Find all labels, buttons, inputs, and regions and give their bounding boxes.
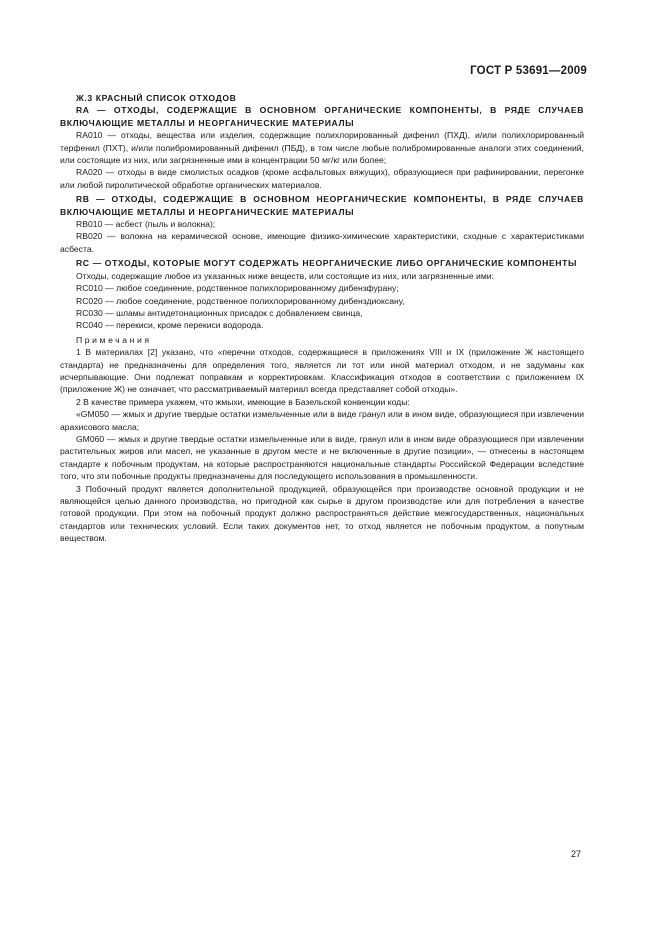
ra010-item: RA010 — отходы, вещества или изделия, содержащие полихлорированный дифенил (ПХД), и/или полихлорированный терфенил (ПХТ), и/или полибромированный дифенил (ПБД), в том числе любые полибромированные аналоги этих соединений, или состоящие из них, или загрязненные ими в концентрации 50 мг/кг или более; bbox=[60, 130, 584, 166]
section-title: Ж.3 КРАСНЫЙ СПИСОК ОТХОДОВ bbox=[76, 93, 237, 103]
document-code: ГОСТ Р 53691—2009 bbox=[470, 65, 587, 77]
note-2-gm050: «GM050 — жмых и другие твердые остатки измельченные или в виде гранул или в ином виде, образующиеся при извлечении арахисового масла; bbox=[60, 409, 584, 432]
rc-heading: RC — ОТХОДЫ, КОТОРЫЕ МОГУТ СОДЕРЖАТЬ НЕОРГАНИЧЕСКИЕ ЛИБО ОРГАНИЧЕСКИЕ КОМПОНЕНТЫ bbox=[76, 258, 577, 269]
ra-heading: RA — ОТХОДЫ, СОДЕРЖАЩИЕ В ОСНОВНОМ ОРГАНИЧЕСКИЕ КОМПОНЕНТЫ, В РЯДЕ СЛУЧАЕВ ВКЛЮЧАЮЩИЕ МЕТАЛЛЫ И НЕОРГАНИЧЕСКИЕ МАТЕРИАЛЫ bbox=[60, 105, 584, 128]
ra020-item: RA020 — отходы в виде смолистых осадков (кроме асфальтовых вяжущих), образующиеся при рафинировании, перегонке или любой пиролитической обработке органических материалов. bbox=[60, 167, 584, 190]
rb010-item: RB010 — асбест (пыль и волокна); bbox=[76, 219, 216, 230]
rc040-item: RC040 — перекиси, кроме перекиси водорода. bbox=[76, 320, 264, 331]
note-2-gm060: GM060 — жмых и другие твердые остатки измельченные или в виде, гранул или в ином виде образующиеся при извлечении растительных жиров или масел, не указанные в другом месте и не включенные в другие позиции», — отнесены в настоящем стандарте к побочным продуктам, на которые распространяются национальные стандарты Российской Федерации вследствие того, что эти побочные продукты предназначены для последующего использования в промышленности. bbox=[60, 433, 584, 482]
rc010-item: RC010 — любое соединение, родственное полихлорированному дибензфурану; bbox=[76, 283, 399, 294]
rb-heading: RB — ОТХОДЫ, СОДЕРЖАЩИЕ В ОСНОВНОМ НЕОРГАНИЧЕСКИЕ КОМПОНЕНТЫ, В РЯДЕ СЛУЧАЕВ ВКЛЮЧАЮЩИЕ МЕТАЛЛЫ И НЕОРГАНИЧЕСКИЕ МАТЕРИАЛЫ bbox=[60, 194, 584, 217]
page-body bbox=[60, 92, 584, 545]
page-number: 27 bbox=[571, 849, 582, 859]
notes-title: Примечания bbox=[76, 334, 152, 345]
note-1: 1 В материалах [2] указано, что «перечни отходов, содержащиеся в приложениях VIII и IX (приложение Ж настоящего стандарта) не предназначены для определения того, является ли тот или иной материал отходом, и не задуманы как исчерпывающие. Они подлежат поправкам и корректировкам. Классификация отходов в соответствии с приложением IX (приложение Ж) не означает, что рассматриваемый материал всегда представляет собой отходы». bbox=[60, 347, 584, 395]
rb020-item: RB020 — волокна на керамической основе, имеющие физико-химические характеристики, сходные с характеристиками асбеста. bbox=[60, 231, 584, 254]
rc-intro: Отходы, содержащие любое из указанных ниже веществ, или состоящие из них, или загрязненные ими: bbox=[76, 270, 494, 281]
note-3: 3 Побочный продукт является дополнительной продукцией, образующейся при производстве основной продукции и не являющейся целью данного производства, но пригодной как сырье в другом производстве или для потребления в качестве готовой продукции. При этом на побочный продукт должно распространяться действие межгосударственных, национальных стандартов или технических условий. Если таких документов нет, то отход является не побочным продуктом, а попутным веществом. bbox=[60, 483, 584, 544]
note-2: 2 В качестве примера укажем, что жмыхи, имеющие в Базельской конвенции коды: bbox=[76, 396, 410, 407]
rc020-item: RC020 — любое соединение, родственное полихлорированному дибенздиоксану, bbox=[76, 295, 405, 306]
rc030-item: RC030 — шламы антидетонационных присадок с добавлением свинца, bbox=[76, 307, 363, 318]
